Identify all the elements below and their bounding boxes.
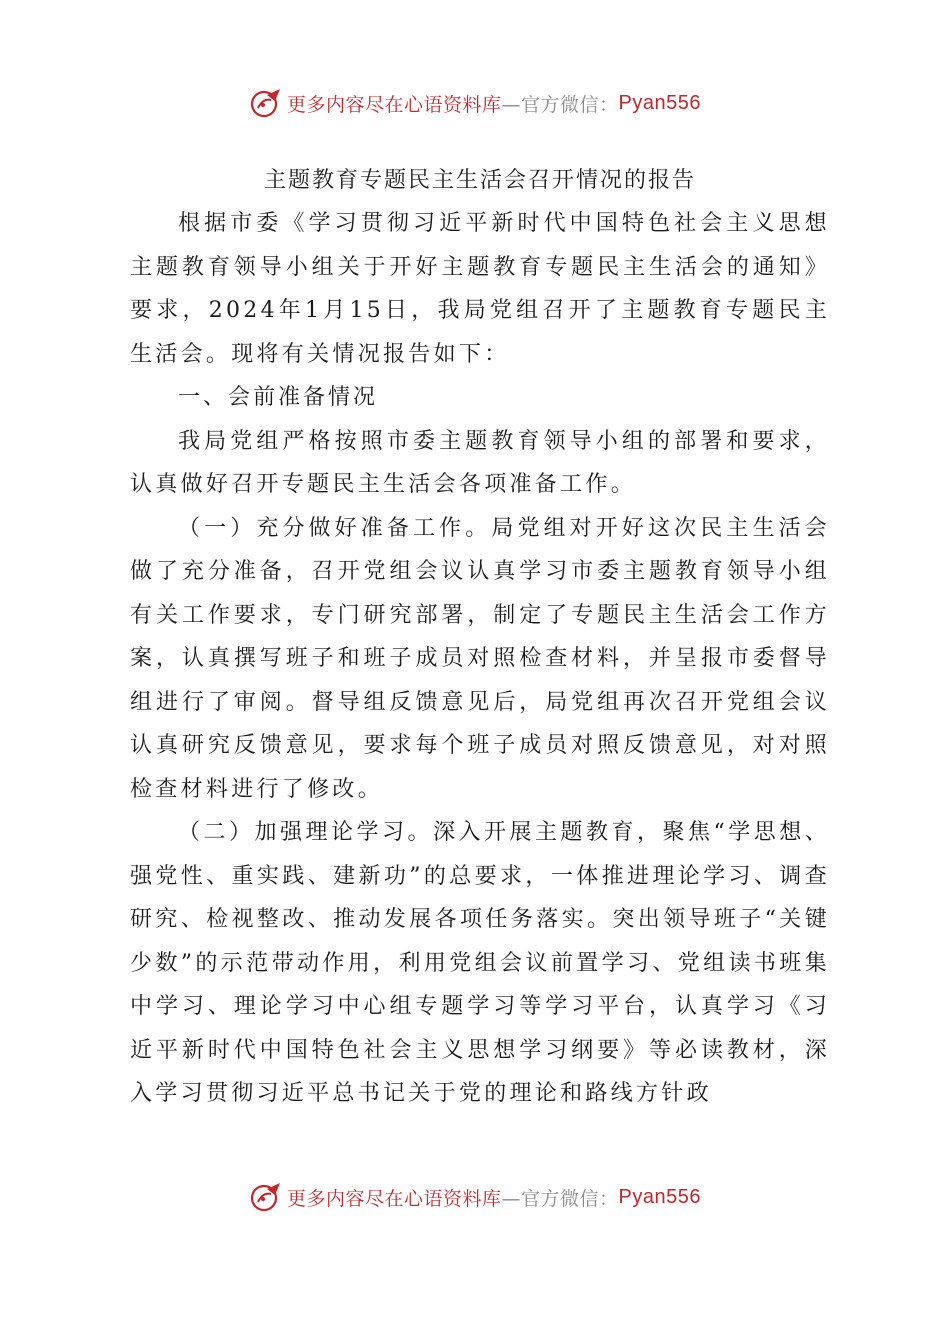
pen-logo-icon [249, 1180, 283, 1214]
paragraph-subsection-2: （二）加强理论学习。深入开展主题教育，聚焦“学思想、强党性、重实践、建新功”的总要求，一体推进理论学习、调查研究、检视整改、推动发展各项任务落实。突出领导班子“关键少数”的示范带动作用，利用党组会议前置学习、党组读书班集中学习、理论学习中心组专题学习等学习平台，认真学习《习近平新时代中国特色社会主义思想学习纲要》等必读教材，深入学习贯彻习近平总书记关于党的理论和路线方针政 [130, 820, 830, 1106]
watermark-text-wechat: —官方微信： [501, 1187, 619, 1210]
watermark-text-id: Pyan556 [618, 91, 701, 114]
section-heading-1: 一、会前准备情况 [178, 385, 379, 410]
watermark-text-id: Pyan556 [618, 1185, 701, 1208]
watermark-header [0, 83, 950, 123]
watermark-footer [0, 1177, 950, 1217]
paragraph-intro: 根据市委《学习贯彻习近平新时代中国特色社会主义思想主题教育领导小组关于开好主题教育专题民主生活会的通知》要求，2024年1月15日，我局党组召开了主题教育专题民主生活会。现将有关情况报告如下： [130, 211, 830, 367]
pen-logo-icon [249, 86, 283, 120]
document-body [130, 160, 830, 1116]
watermark-text-main: 更多内容尽在心语资料库 [287, 93, 502, 116]
watermark-text-main: 更多内容尽在心语资料库 [287, 1187, 502, 1210]
watermark-text-wechat: —官方微信： [501, 93, 619, 116]
paragraph-subsection-1: （一）充分做好准备工作。局党组对开好这次民主生活会做了充分准备，召开党组会议认真学习市委主题教育领导小组有关工作要求，专门研究部署，制定了专题民主生活会工作方案，认真撰写班子和班子成员对照检查材料，并呈报市委督导组进行了审阅。督导组反馈意见后，局党组再次召开党组会议认真研究反馈意见，要求每个班子成员对照反馈意见，对对照检查材料进行了修改。 [130, 515, 830, 802]
paragraph-section-1-intro: 我局党组严格按照市委主题教育领导小组的部署和要求，认真做好召开专题民主生活会各项准备工作。 [130, 428, 830, 497]
document-title: 主题教育专题民主生活会召开情况的报告 [263, 168, 696, 193]
